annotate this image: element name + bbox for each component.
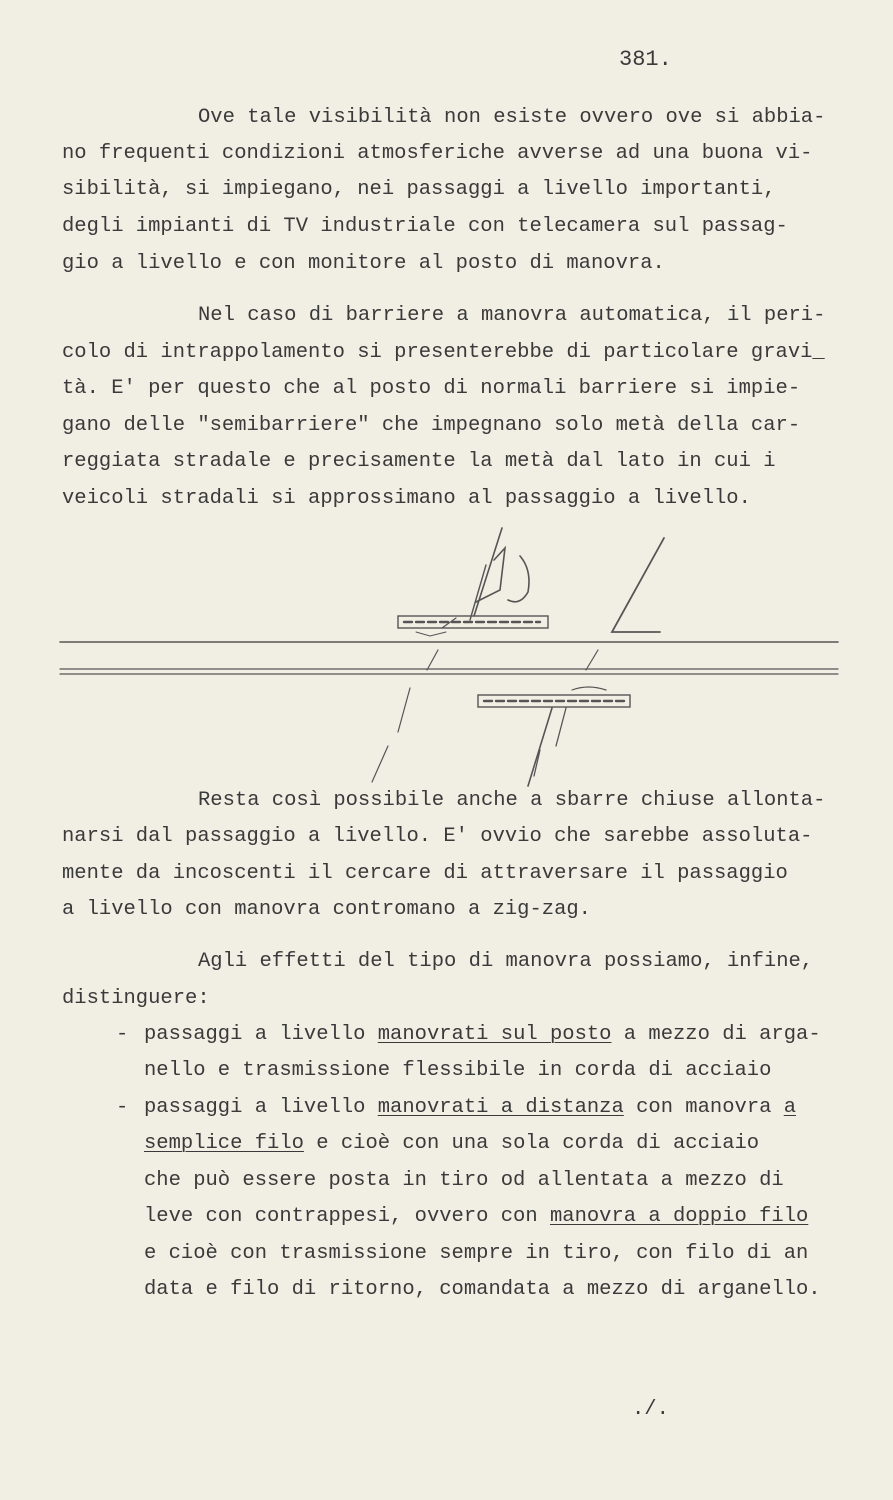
text-line: colo di intrappolamento si presenterebbe di particolare gravi_ bbox=[62, 341, 825, 364]
underlined-term: manovrati a distanza bbox=[377, 1096, 624, 1119]
sketch-stroke bbox=[612, 538, 664, 632]
underlined-term: manovrati sul posto bbox=[377, 1023, 612, 1046]
continuation-mark: ./. bbox=[632, 1398, 669, 1421]
text-line: no frequenti condizioni atmosferiche avverse ad una buona vi- bbox=[62, 142, 813, 165]
sketch-stroke bbox=[508, 556, 529, 602]
text-line: passaggi a livello manovrati a distanza con manovra a bbox=[144, 1096, 797, 1119]
page-number: 381. bbox=[619, 47, 672, 72]
text-line: data e filo di ritorno, comandata a mezzo di arganello. bbox=[144, 1278, 821, 1301]
sketch-stroke bbox=[586, 650, 598, 670]
text-line: gio a livello e con monitore al posto di manovra. bbox=[62, 252, 665, 275]
text-line: semplice filo e cioè con una sola corda di acciaio bbox=[144, 1132, 760, 1155]
sketch-stroke bbox=[572, 687, 606, 690]
sketch-stroke bbox=[398, 688, 410, 732]
list-bullet: - bbox=[116, 1096, 129, 1119]
text-line: nello e trasmissione flessibile in corda di acciaio bbox=[144, 1059, 772, 1082]
text-line: leve con contrappesi, ovvero con manovra a doppio filo bbox=[144, 1205, 809, 1228]
text-line: distinguere: bbox=[62, 987, 210, 1010]
semibarrier-sketch bbox=[0, 520, 893, 800]
underlined-term: semplice filo bbox=[144, 1132, 304, 1155]
underlined-term: manovra a doppio filo bbox=[549, 1205, 809, 1228]
text-line: che può essere posta in tiro od allentata a mezzo di bbox=[144, 1169, 784, 1192]
text-line: narsi dal passaggio a livello. E' ovvio che sarebbe assoluta- bbox=[62, 825, 813, 848]
text-line: a livello con manovra contromano a zig-zag. bbox=[62, 898, 591, 921]
sketch-stroke bbox=[556, 708, 566, 746]
text-line: passaggi a livello manovrati sul posto a mezzo di arga- bbox=[144, 1023, 821, 1046]
text-line: Agli effetti del tipo di manovra possiamo, infine, bbox=[198, 950, 814, 973]
sketch-stroke bbox=[427, 650, 438, 670]
underlined-term: a bbox=[783, 1096, 797, 1119]
text-line: mente da incoscenti il cercare di attraversare il passaggio bbox=[62, 862, 788, 885]
text-line: e cioè con trasmissione sempre in tiro, con filo di an bbox=[144, 1242, 809, 1265]
text-line: veicoli stradali si approssimano al passaggio a livello. bbox=[62, 487, 751, 510]
text-line: tà. E' per questo che al posto di normali barriere si impie- bbox=[62, 377, 801, 400]
text-line: Resta così possibile anche a sbarre chiuse allonta- bbox=[198, 789, 826, 812]
text-line: reggiata stradale e precisamente la metà dal lato in cui i bbox=[62, 450, 776, 473]
text-line: Nel caso di barriere a manovra automatica, il peri- bbox=[198, 304, 826, 327]
text-line: degli impianti di TV industriale con telecamera sul passag- bbox=[62, 215, 788, 238]
text-line: Ove tale visibilità non esiste ovvero ove si abbia- bbox=[198, 106, 826, 129]
sketch-stroke bbox=[416, 632, 446, 636]
text-line: sibilità, si impiegano, nei passaggi a livello importanti, bbox=[62, 178, 776, 201]
list-bullet: - bbox=[116, 1023, 129, 1046]
sketch-stroke bbox=[474, 528, 502, 616]
sketch-stroke bbox=[528, 708, 552, 786]
sketch-stroke bbox=[470, 565, 486, 620]
sketch-stroke bbox=[372, 746, 388, 782]
text-line: gano delle "semibarriere" che impegnano solo metà della car- bbox=[62, 414, 801, 437]
